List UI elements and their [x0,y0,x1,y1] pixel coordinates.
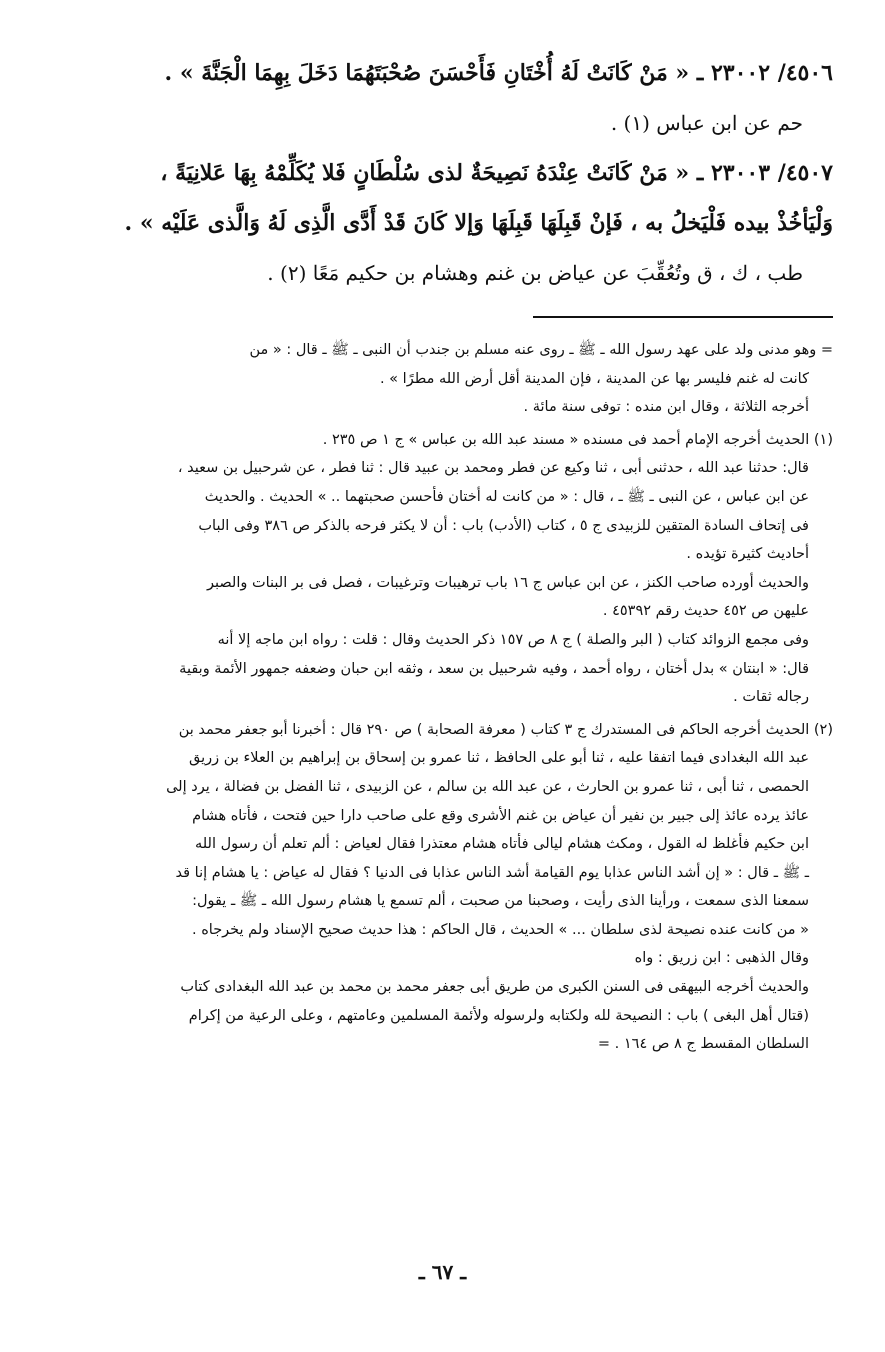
hadith-4507-source: طب ، ك ، ق وتُعُقِّبَ عن عياض بن غنم وهشام بن حكيم مَعًا (٢) . [267,261,803,285]
footnote-line: الحمصى ، ثنا أبى ، ثنا عمرو بن الحارث ، عن عبد الله بن سالم ، عن الزبيدى ، ثنا الفضل بن فضالة ، يرد إلى [166,778,809,795]
footnote-line: ـ ﷺ ـ قال : « إن أشد الناس عذابا يوم القيامة أشد الناس عذابا فى الدنيا ؟ فقال له عياض : يا هشام إنا قد [175,864,809,881]
hadith-4506-source: حم عن ابن عباس (١) . [610,111,803,135]
footnotes [53,336,833,1059]
footnote-line: والحديث أخرجه البيهقى فى السنن الكبرى من طريق أبى جعفر محمد بن محمد بن عبد الله البغدادى كتاب [180,979,809,996]
footnote-line: وفى مجمع الزوائد كتاب ( البر والصلة ) ج ٨ ص ١٥٧ ذكر الحديث وقال : قلت : رواه ابن ماجه إلا أنه [217,631,809,648]
footnote-line: عن ابن عباس ، عن النبى ـ ﷺ ـ ، قال : « من كانت له أختان فأحسن صحبتهما .. » الحديث . والحديث [204,488,809,505]
hadith-4507-continued: وَلْيَأخُذْ بيده فَلْيَخلُ به ، فَإنْ قَبِلَهَا قَبِلَهَا وَإلا كَانَ قَدْ أَدَّى الَّذِى لَهُ وَالَّذى عَلَيْه » . [124,210,833,236]
footnote-line: قال: « ابنتان » بدل أختان ، رواه أحمد ، وفيه شرحبيل بن سعد ، وثقه ابن حبان وضعفه جمهور الأئمة وبقية [179,660,809,677]
footnote-line: فى إتحاف السادة المتقين للزبيدى ج ٥ ، كتاب (الأدب) باب : أن لا يكثر فرحه بالذكر ص ٣٨٦ وفى الباب [198,517,809,534]
footnote-line: كانت له غنم فليسر بها عن المدينة ، فإن المدينة أقل أرض الله مطرًا » . [379,370,809,387]
footnote-line: رجاله ثقات . [733,689,809,706]
footnote-line: والحديث أورده صاحب الكنز ، عن ابن عباس ج ١٦ باب ترهيبات وترغيبات ، فصل فى بر البنات والصبر [206,574,809,591]
footnote-line: السلطان المقسط ج ٨ ص ١٦٤ . = [597,1036,809,1053]
footnote-line: عائذ يرده عائذ إلى جبير بن نفير أن عياض بن غنم الأشرى وقع على صاحب دارا حين فتحت ، فأتاه هشام [192,807,809,824]
main-text [43,48,833,298]
footnote-line: « من كانت عنده نصيحة لذى سلطان ... » الحديث ، قال الحاكم : هذا حديث صحيح الإسناد ولم يخرجاه . [191,921,809,938]
footnote-line: عليهن ص ٤٥٢ حديث رقم ٤٥٣٩٢ . [602,603,809,620]
footnote-line: وقال الذهبى : ابن زريق : واه [634,950,809,967]
footnote-line: سمعنا الذى سمعت ، ورأينا الذى رأيت ، وصحبنا من صحبت ، ألم تسمع يا هشام رسول الله ـ ﷺ ـ يقول: [192,893,809,910]
footnote-line: (قتال أهل البغى ) باب : النصيحة لله ولكتابه ولرسوله ولأئمة المسلمين وعامتهم ، وعلى الرعية من إكرام [188,1007,809,1024]
hadith-4506: ٤٥٠٦/ ٢٣٠٠٢ ـ « مَنْ كَانَتْ لَهُ أُخْتَانِ فَأَحْسَنَ صُحْبَتَهُمَا دَخَلَ بِهِمَا الْجَنَّةَ » . [164,60,833,86]
footnote-line: = وهو مدنى ولد على عهد رسول الله ـ ﷺ ـ روى عنه مسلم بن جندب أن النبى ـ ﷺ ـ قال : « من [249,342,833,358]
footnote-line: أخرجه الثلاثة ، وقال ابن منده : توفى سنة مائة . [523,399,809,416]
footnote-line: أحاديث كثيرة تؤيده . [686,546,809,563]
footnote-2: (٢) الحديث أخرجه الحاكم فى المستدرك ج ٣ كتاب ( معرفة الصحابة ) ص ٢٩٠ قال : أخبرنا أبو جعفر محمد بن [178,721,833,738]
page-number: ـ ٦٧ ـ [418,1260,467,1284]
footnote-line: قال: حدثنا عبد الله ، حدثنى أبى ، ثنا وكيع عن فطر ومحمد بن عبيد قال : ثنا فطر ، عن شرحبيل بن سعيد ، [177,460,809,477]
footnote-line: ابن حكيم فأغلظ له القول ، ومكث هشام ليالى فأتاه هشام معتذرا فقال لعياض : ألم تعلم أن رسول الله [194,836,809,853]
footnote-1: (١) الحديث أخرجه الإمام أحمد فى مسنده « مسند عبد الله بن عباس » ج ١ ص ٢٣٥ . [322,431,833,448]
footnote-divider [533,316,833,318]
footnote-line: عبد الله البغدادى فيما اتفقا عليه ، ثنا أبو على الحافظ ، ثنا عمرو بن إسحاق بن إبراهيم بن العلاء بن زريق [189,750,809,767]
hadith-4507: ٤٥٠٧/ ٢٣٠٠٣ ـ « مَنْ كَانَتْ عِنْدَهُ نَصِيحَةٌ لذى سُلْطَانٍ فَلا يُكَلِّمْهُ بِهَا عَلانِيَةً ، [160,160,833,186]
